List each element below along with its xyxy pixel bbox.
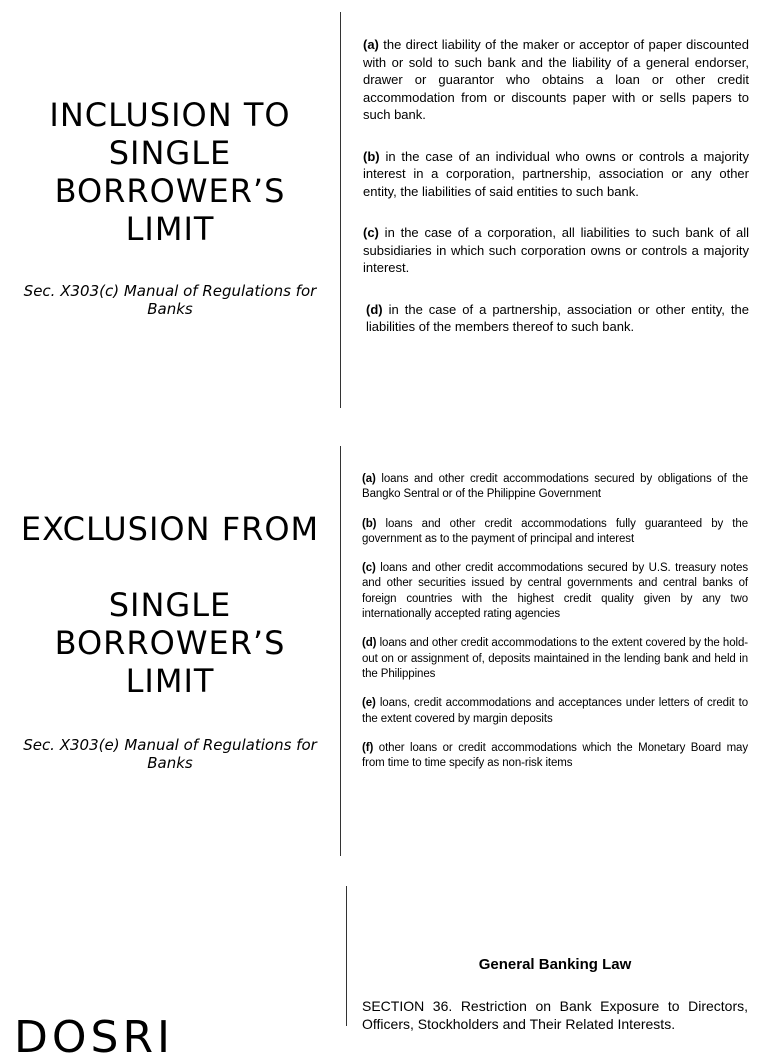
gbl-heading: General Banking Law (478, 956, 632, 973)
exclusion-title: EXCLUSION FROM SINGLE BORROWER’S LIMIT (0, 510, 340, 700)
list-item: (f) other loans or credit accommodations which the Monetary Board may from time to time specify as non-risk items (362, 741, 748, 770)
slide-dosri (0, 880, 768, 1063)
list-item: (a) loans and other credit accommodations secured by obligations of the Bangko Sentral or of the Philippine Government (362, 473, 748, 501)
vertical-divider (346, 886, 347, 1026)
inclusion-subtitle: Sec. X303(c) Manual of Regulations for Banks (23, 282, 317, 318)
title-spacer (0, 548, 340, 586)
list-item: (d) in the case of a partnership, association or other entity, the liabilities of the members thereof to such bank. (366, 301, 749, 334)
dosri-title: DOSRI (14, 1012, 174, 1063)
gbl-section-text: SECTION 36. Restriction on Bank Exposure to Directors, Officers, Stockholders and Their Related Interests. (362, 998, 748, 1032)
exclusion-subtitle: Sec. X303(e) Manual of Regulations for Banks (23, 736, 317, 772)
list-item: (b) loans and other credit accommodations fully guaranteed by the government as to the payment of principal and interest (362, 517, 748, 545)
inclusion-title: INCLUSION TO SINGLE BORROWER’S LIMIT (49, 96, 291, 248)
list-item: (a) the direct liability of the maker or acceptor of paper discounted with or sold to such bank and the liability of a general endorser, drawer or guarantor who obtains a loan or other credit accommodation from or discounts paper with or sells papers to such bank. (363, 37, 749, 122)
gbl-block (362, 956, 748, 1033)
slide-exclusion (0, 440, 768, 860)
list-item: (c) loans and other credit accommodations secured by U.S. treasury notes and other securities issued by central governments and central banks of foreign countries with the highest credit quality given by any two internationally accepted rating agencies (362, 562, 748, 621)
vertical-divider (340, 446, 341, 856)
dosri-title-block (14, 1012, 334, 1063)
exclusion-items (362, 472, 748, 771)
inclusion-title-block (0, 96, 340, 318)
list-item: (d) loans and other credit accommodations to the extent covered by the hold-out on or assignment of, deposits maintained in the lending bank and held in the Philippines (362, 637, 748, 680)
list-item: (c) in the case of a corporation, all liabilities to such bank of all subsidiaries in which such corporation owns or controls a majority interest. (363, 225, 749, 275)
list-item: (b) in the case of an individual who owns or controls a majority interest in a corporation, partnership, association or any other entity, the liabilities of said entities to such bank. (363, 148, 749, 199)
list-item: (e) loans, credit accommodations and acceptances under letters of credit to the extent covered by margin deposits (362, 697, 748, 725)
vertical-divider (340, 12, 341, 408)
slide-inclusion (0, 0, 768, 420)
exclusion-title-block (0, 510, 340, 772)
inclusion-items (363, 36, 749, 336)
